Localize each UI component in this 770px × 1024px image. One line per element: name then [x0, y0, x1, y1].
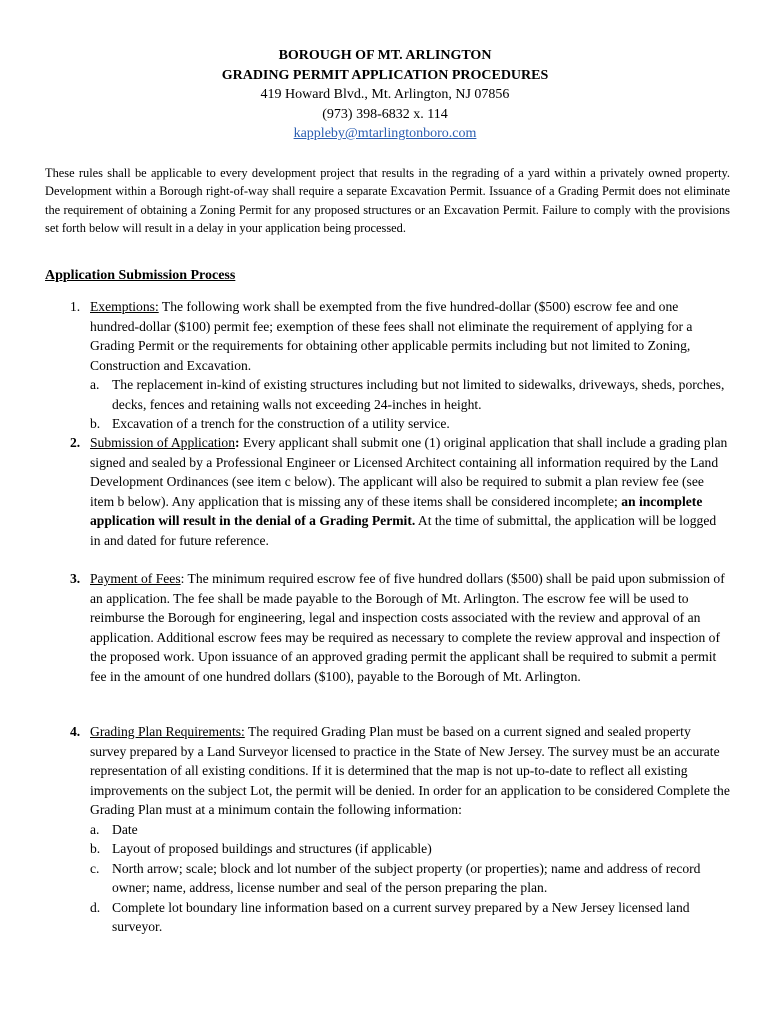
email-link[interactable]: kappleby@mtarlingtonboro.com	[293, 126, 477, 141]
item-text: Every applicant shall submit one (1) original application that shall include a grading plan signed and sealed by a Professional Engineer or Licensed Architect containing all information required by the Land Development Ordinances (see item c below). The applicant will also be required to submit a plan review fee (see item b below). Any application that is missing any of these items shall be considered incomplete;	[90, 435, 728, 509]
section-title: Application Submission Process	[45, 268, 236, 283]
document-title: GRADING PERMIT APPLICATION PROCEDURES	[221, 67, 549, 83]
item-number: 3.	[70, 571, 81, 586]
sub-item-text: The replacement in-kind of existing structures including but not limited to sidewalks, driveways, sheds, porches, decks, fences and retaining walls not exceeding 24-inches in height.	[112, 377, 725, 412]
sub-item-letter: c.	[90, 860, 100, 876]
sub-item-text: North arrow; scale; block and lot number of the subject property (or properties); name and address of record owner; name, address, license number and seal of the person preparing the plan.	[112, 860, 701, 895]
list-item-fees	[70, 569, 730, 686]
sub-item-text: Excavation of a trench for the construction of a utility service.	[112, 416, 450, 431]
sub-item	[90, 859, 730, 898]
item-colon: :	[235, 435, 240, 450]
sub-item-text: Complete lot boundary line information based on a current survey prepared by a New Jersey licensed land surveyor.	[112, 899, 690, 934]
item-number: 4.	[70, 724, 81, 739]
list-item-grading-plan	[70, 722, 730, 937]
item-heading: Grading Plan Requirements:	[90, 724, 245, 739]
sub-item	[90, 414, 730, 434]
sub-item	[90, 898, 730, 937]
address: 419 Howard Blvd., Mt. Arlington, NJ 07856	[260, 87, 510, 102]
sub-item-letter: a.	[90, 821, 100, 837]
item-heading: Exemptions:	[90, 299, 159, 314]
sub-item-letter: d.	[90, 899, 101, 915]
sub-item-letter: b.	[90, 416, 101, 431]
item-heading: Submission of Application	[90, 435, 236, 450]
sub-item	[90, 820, 730, 840]
letterhead	[0, 46, 770, 144]
item-bold-text: an incomplete application will result in the denial of a Grading Permit.	[90, 493, 703, 528]
sub-item	[90, 375, 730, 414]
intro-paragraph: These rules shall be applicable to every development project that results in the regrading of a yard within a privately owned property. Development within a Borough right-of-way shall require a separate Excavation Permit. Issuance of a Grading Permit does not eliminate the requirement of obtaining a Zoning Permit for any proposed structures or an Excavation Permit. Failure to comply with the provisions set forth below will result in a delay in your application being processed.	[45, 166, 730, 236]
sub-item-letter: b.	[90, 841, 101, 856]
list-item-submission	[70, 433, 730, 550]
item-text: : The minimum required escrow fee of five hundred dollars ($500) shall be paid upon submission of an application. The fee shall be made payable to the Borough of Mt. Arlington. The escrow fee will be used to reimburse the Borough for engineering, legal and inspection costs associated with the review and approval of an application. Additional escrow fees may be required as necessary to complete the review approval and inspection of the proposed work. Upon issuance of an approved grading permit the applicant shall be required to submit a permit fee in the amount of one hundred dollars ($100), payable to the Borough of Mt. Arlington.	[90, 571, 725, 684]
list-item-exemptions	[70, 297, 730, 434]
sub-item-letter: a.	[90, 377, 100, 392]
sub-item-text: Date	[112, 821, 138, 837]
org-name: BOROUGH OF MT. ARLINGTON	[278, 48, 492, 63]
item-number: 1.	[70, 299, 81, 314]
phone: (973) 398-6832 x. 114	[322, 106, 448, 122]
item-text-end: At the time of submittal, the application will be logged in and dated for future reference.	[90, 513, 717, 548]
item-heading: Payment of Fees	[90, 571, 181, 586]
item-text: The required Grading Plan must be based on a current signed and sealed property survey prepared by a Land Surveyor licensed to practice in the State of New Jersey. The survey must be an accurate representation of all existing conditions. If it is determined that the map is not up-to-date to reflect all existing improvements on the subject Lot, the permit will be denied. In order for an application to be considered Complete the Grading Plan must at a minimum contain the following information:	[90, 724, 730, 817]
item-text: The following work shall be exempted from the five hundred-dollar ($500) escrow fee and one hundred-dollar ($100) permit fee; exemption of these fees shall not eliminate the requirement of applying for a Grading Permit or the requirements for obtaining other applicable permits including but not limited to Zoning, Construction and Excavation.	[90, 299, 693, 373]
sub-item-text: Layout of proposed buildings and structures (if applicable)	[112, 841, 432, 856]
sub-item	[90, 839, 730, 859]
item-number: 2.	[70, 435, 81, 450]
